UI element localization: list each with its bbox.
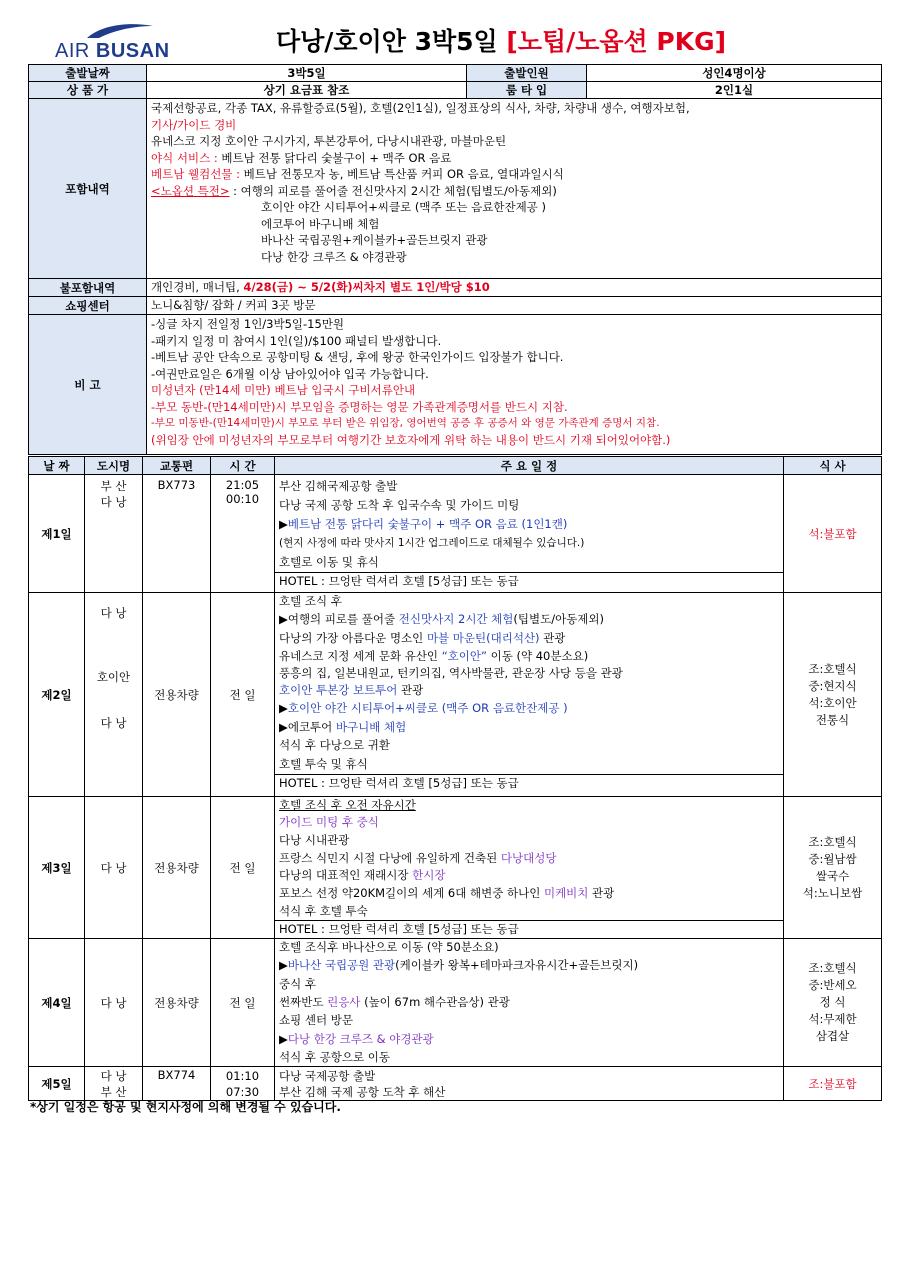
info-table <box>28 64 882 455</box>
departure-label: 출발날짜 <box>29 65 147 82</box>
footer-note: *상기 일정은 항공 및 현지사정에 의해 변경될 수 있습니다. <box>30 1100 341 1114</box>
itinerary-cell: 호텔 조식후 바나산으로 이동 (약 50분소요) ▶바나산 국립공원 관광(케이블카 왕복+테마파크자유시간+골든브릿지) 중식 후 썬짜반도 린응사 (높이 67m 해수관음상) 관광 쇼핑 센터 방문 ▶다낭 한강 크루즈 & 야경관광 석식 후 공항으로 이동 <box>275 939 784 1067</box>
includes-label: 포함내역 <box>29 99 147 279</box>
time-cell: 전 일 <box>211 939 275 1067</box>
transport-cell: BX774 <box>143 1067 211 1101</box>
itinerary-cell: 부산 김해국제공항 출발 다낭 국제 공항 도착 후 입국수속 및 가이드 미팅 ▶베트남 전통 닭다리 숯불구이 + 맥주 OR 음료 (1인1캔) (현지 사정에 따라 맛사지 1시간 업그레이드로 대체될수 있습니다.) 호텔로 이동 및 휴식 HOTEL : 므엉탄 럭셔리 호텔 [5성급] 또는 동급 <box>275 475 784 593</box>
day-label: 제2일 <box>29 593 85 797</box>
hotel-line: HOTEL : 므엉탄 럭셔리 호텔 [5성급] 또는 동급 <box>275 920 783 937</box>
table-row-day4 <box>29 939 882 1067</box>
price-value: 상기 요금표 참조 <box>147 82 467 99</box>
col-header-meal: 식 사 <box>784 457 882 475</box>
table-row-day2 <box>29 593 882 797</box>
wing-logo-icon <box>85 22 155 40</box>
transport-cell: 전용차량 <box>143 797 211 939</box>
city-cell: 부 산 다 낭 <box>85 475 143 593</box>
air-busan-logo <box>55 22 185 62</box>
meal-cell: 조:호텔식 중:반세오 정 식 석:무제한 삼겹살 <box>784 939 882 1067</box>
col-header-time: 시 간 <box>211 457 275 475</box>
col-header-city: 도시명 <box>85 457 143 475</box>
city-cell: 다 낭 부 산 <box>85 1067 143 1101</box>
hotel-line: HOTEL : 므엉탄 럭셔리 호텔 [5성급] 또는 동급 <box>275 774 783 791</box>
table-row-day5 <box>29 1067 882 1101</box>
time-cell: 01:10 07:30 <box>211 1067 275 1101</box>
departure-value: 3박5일 <box>147 65 467 82</box>
day-label: 제5일 <box>29 1067 85 1101</box>
excludes-label: 불포함내역 <box>29 279 147 297</box>
hotel-line: HOTEL : 므엉탄 럭셔리 호텔 [5성급] 또는 동급 <box>275 572 783 589</box>
logo-text: AIR BUSAN <box>55 40 170 62</box>
shopping-content: 노니&침향/ 잡화 / 커피 3곳 방문 <box>147 297 882 315</box>
itinerary-cell: 호텔 조식 후 ▶여행의 피로를 풀어줄 전신맛사지 2시간 체험(팁별도/아동제외) 다낭의 가장 아름다운 명소인 마블 마운틴(대리석산) 관광 유네스코 지정 세계 문화 유산인 “호이안” 이동 (약 40분소요) 풍흥의 집, 일본내원교, 턴키의집, 역사박물관, 관운장 사당 등을 관광 호이안 투본강 보트투어 관광 ▶호이안 야간 시티투어+씨클로 (맥주 OR 음료한잔제공 ) ▶에코투어 바구니배 체험 석식 후 다낭으로 귀환 호텔 투숙 및 휴식 HOTEL : 므엉탄 럭셔리 호텔 [5성급] 또는 동급 <box>275 593 784 797</box>
page-title: 다낭/호이안 3박5일 [노팁/노옵션 PKG] <box>276 27 727 56</box>
city-cell: 다 낭 호이안 다 낭 <box>85 593 143 797</box>
people-label: 출발인원 <box>467 65 587 82</box>
notes-content: -싱글 차지 전일정 1인/3박5일-15만원 -패키지 일정 미 참여시 1인(일)/$100 패널티 발생합니다. -베트남 공안 단속으로 공항미팅 & 샌딩, 후에 왕궁 한국인가이드 입장불가 합니다. -여권만료일은 6개월 이상 남아있어야 입국 가능합니다. 미성년자 (만14세 미만) 베트남 입국시 구비서류안내 -부모 동반-(만14세미만)시 부모임을 증명하는 영문 가족관계증명서를 반드시 지참. -부모 미동반-(만14세미만)시 부모로 부터 받은 위임장, 영어번역 공증 후 공증서 와 영문 가족관계 증명서 지참. (위임장 안에 미성년자의 부모로부터 여행기간 보호자에게 위탁 하는 내용이 반드시 기재 되어있어야함.) <box>147 315 882 455</box>
transport-cell: 전용차량 <box>143 939 211 1067</box>
price-label: 상 품 가 <box>29 82 147 99</box>
time-cell: 전 일 <box>211 593 275 797</box>
col-header-transport: 교통편 <box>143 457 211 475</box>
city-cell: 다 낭 <box>85 797 143 939</box>
meal-cell: 석:불포함 <box>784 475 882 593</box>
shopping-label: 쇼핑센터 <box>29 297 147 315</box>
itinerary-cell: 호텔 조식 후 오전 자유시간 가이드 미팅 후 중식 다낭 시내관광 프랑스 식민지 시절 다낭에 유일하게 건축된 다낭대성당 다낭의 대표적인 재래시장 한시장 포보스 선정 약20KM길이의 세계 6대 해변중 하나인 미케비치 관광 석식 후 호텔 투숙 HOTEL : 므엉탄 럭셔리 호텔 [5성급] 또는 동급 <box>275 797 784 939</box>
transport-cell: BX773 <box>143 475 211 593</box>
schedule-table <box>28 456 882 1101</box>
time-cell: 전 일 <box>211 797 275 939</box>
notes-label: 비 고 <box>29 315 147 455</box>
excludes-content: 개인경비, 매너팁, 4/28(금) ~ 5/2(화)씨차지 별도 1인/박당 $10 <box>147 279 882 297</box>
day-label: 제1일 <box>29 475 85 593</box>
time-cell: 21:05 00:10 <box>211 475 275 593</box>
meal-cell: 조:불포함 <box>784 1067 882 1101</box>
meal-cell: 조:호텔식 중:월남쌈 쌀국수 석:노니보쌈 <box>784 797 882 939</box>
day-label: 제3일 <box>29 797 85 939</box>
col-header-itinerary: 주 요 일 정 <box>275 457 784 475</box>
room-value: 2인1실 <box>587 82 882 99</box>
col-header-date: 날 짜 <box>29 457 85 475</box>
table-row-day3 <box>29 797 882 939</box>
room-label: 룸 타 입 <box>467 82 587 99</box>
day-label: 제4일 <box>29 939 85 1067</box>
itinerary-cell: 다낭 국제공항 출발 부산 김해 국제 공항 도착 후 해산 <box>275 1067 784 1101</box>
transport-cell: 전용차량 <box>143 593 211 797</box>
includes-content: 국제선항공료, 각종 TAX, 유류할증료(5월), 호텔(2인1실), 일정표상의 식사, 차량, 차량내 생수, 여행자보험, 기사/가이드 경비 유네스코 지정 호이안 구시가지, 투본강투어, 다낭시내관광, 마블마운틴 야식 서비스 : 베트남 전통 닭다리 숯불구이 + 맥주 OR 음료 베트남 웰컴선물 : 베트남 전통모자 농, 베트남 특산품 커피 OR 음료, 열대과일시식 <노옵션 특전> : 여행의 피로를 풀어줄 전신맛사지 2시간 체험(팁별도/아동제외) 호이안 야간 시티투어+씨클로 (맥주 또는 음료한잔제공 ) 에코투어 바구니배 체험 바나산 국립공원+케이블카+골든브릿지 관광 다낭 한강 크루즈 & 야경관광 <box>147 99 882 279</box>
city-cell: 다 낭 <box>85 939 143 1067</box>
table-row-day1 <box>29 475 882 593</box>
meal-cell: 조:호텔식 중:현지식 석:호이안 전통식 <box>784 593 882 797</box>
people-value: 성인4명이상 <box>587 65 882 82</box>
